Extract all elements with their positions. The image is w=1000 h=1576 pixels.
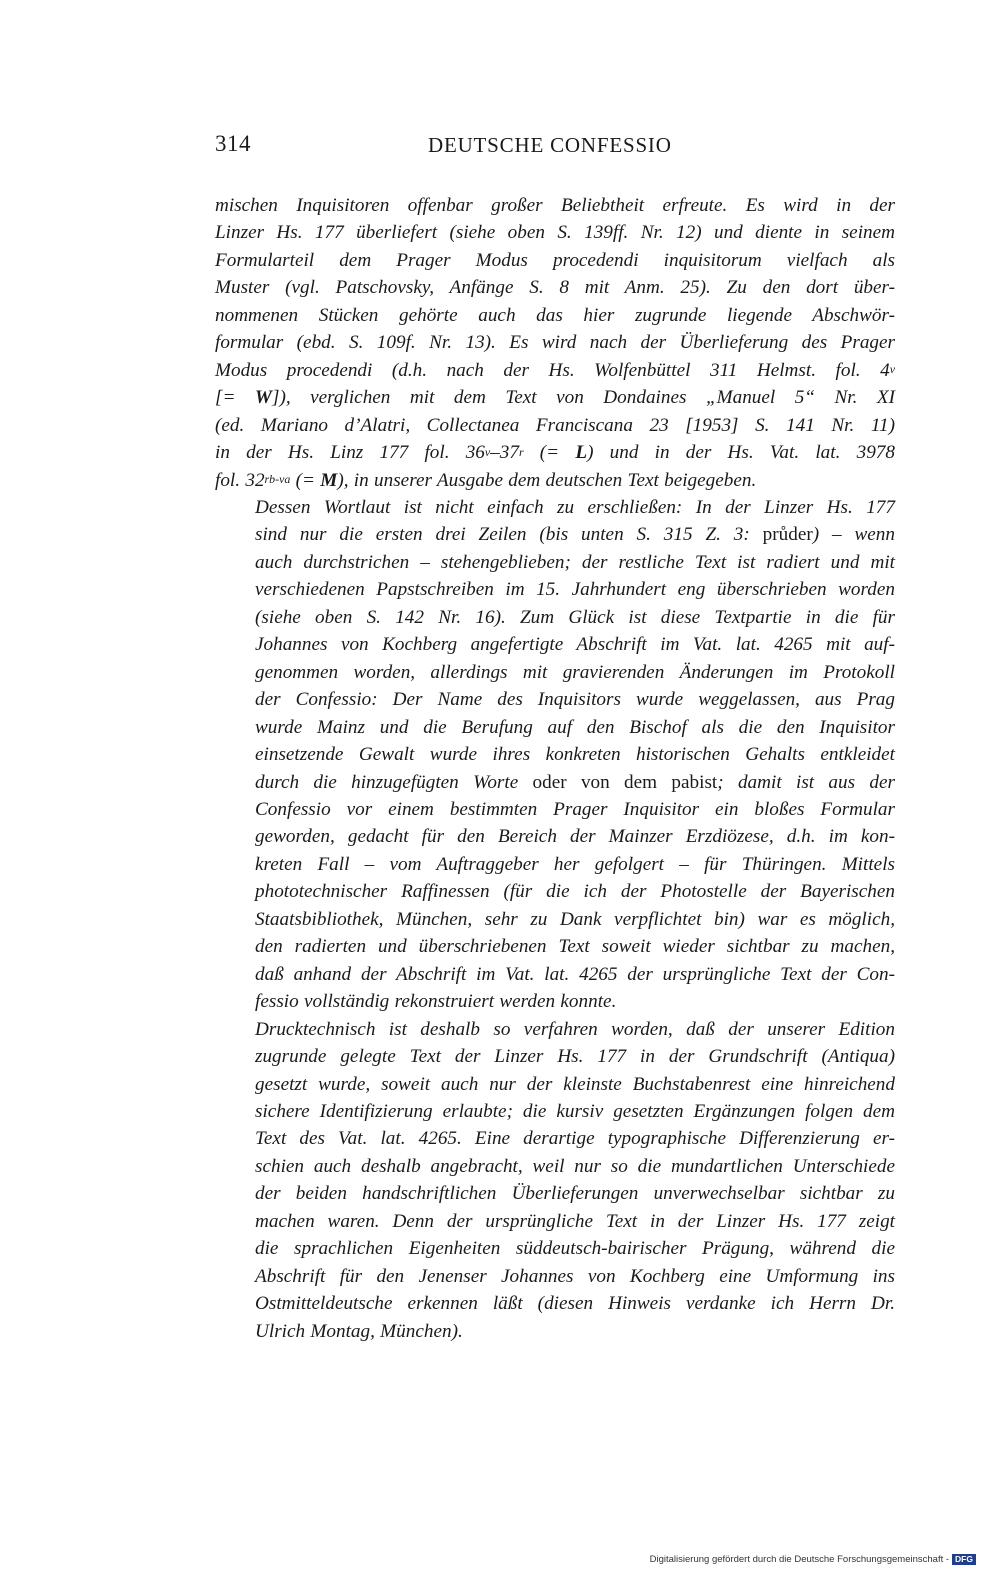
text-run: M bbox=[320, 469, 338, 491]
text-line bbox=[215, 1071, 895, 1098]
text-line bbox=[215, 467, 895, 494]
text-run: Muster (vgl. Patschovsky, Anfänge S. 8 mit Anm. 25). Zu den dort über- bbox=[215, 277, 895, 299]
text-line bbox=[215, 796, 895, 823]
text-run: geworden, gedacht für den Bereich der Mainzer Erzdiözese, d.h. im kon- bbox=[255, 826, 895, 848]
text-line bbox=[215, 412, 895, 439]
text-run: der beiden handschriftlichen Überlieferungen unverwechselbar sichtbar zu bbox=[255, 1183, 895, 1205]
text-line bbox=[215, 1180, 895, 1207]
text-run: Dessen Wortlaut ist nicht einfach zu erschließen: In der Linzer Hs. 177 bbox=[255, 496, 895, 518]
superscript: v bbox=[889, 362, 895, 377]
text-line bbox=[215, 933, 895, 960]
text-line bbox=[215, 357, 895, 384]
text-line bbox=[215, 1153, 895, 1180]
text-line bbox=[215, 631, 895, 658]
text-run: Formularteil dem Prager Modus procedendi inquisitorum vielfach als bbox=[215, 249, 895, 271]
text-run: ), in unserer Ausgabe dem deutschen Text beigegeben. bbox=[337, 469, 757, 491]
page-number: 314 bbox=[215, 131, 251, 156]
text-line bbox=[215, 769, 895, 796]
text-line bbox=[215, 1125, 895, 1152]
text-run: Text des Vat. lat. 4265. Eine derartige typographische Differenzierung er- bbox=[255, 1128, 895, 1150]
text-run: W bbox=[254, 387, 272, 409]
dfg-logo: DFG bbox=[952, 1554, 976, 1565]
text-run: fol. 32 bbox=[215, 469, 265, 491]
text-line bbox=[215, 384, 895, 411]
text-run: fessio vollständig rekonstruiert werden konnte. bbox=[255, 991, 617, 1013]
text-run: Linzer Hs. 177 überliefert (siehe oben S. 139ff. Nr. 12) und diente in seinem bbox=[215, 222, 895, 244]
text-run: (= bbox=[523, 442, 576, 464]
text-run: auch durchstrichen – stehengeblieben; der restliche Text ist radiert und mit bbox=[255, 551, 895, 573]
text-run: oder von dem pabist bbox=[532, 771, 718, 793]
text-run: Modus procedendi (d.h. nach der Hs. Wolfenbüttel 311 Helmst. fol. 4 bbox=[215, 359, 890, 381]
paragraph bbox=[215, 192, 895, 494]
text-run: Drucktechnisch ist deshalb so verfahren worden, daß der unserer Edition bbox=[255, 1018, 895, 1040]
text-run: Johannes von Kochberg angefertigte Abschrift im Vat. lat. 4265 mit auf- bbox=[255, 634, 895, 656]
text-run: ]), verglichen mit dem Text von Dondaines „Manuel 5“ Nr. XI bbox=[271, 387, 896, 409]
text-run: wurde Mainz und die Berufung auf den Bischof als die den Inquisitor bbox=[255, 716, 895, 738]
text-run: formular (ebd. S. 109f. Nr. 13). Es wird nach der Überlieferung des Prager bbox=[215, 332, 895, 354]
credit-text: Digitalisierung gefördert durch die Deutsche Forschungsgemeinschaft - bbox=[649, 1553, 950, 1565]
text-line bbox=[215, 274, 895, 301]
body-text bbox=[215, 192, 895, 1345]
text-run: mischen Inquisitoren offenbar großer Beliebtheit erfreute. Es wird in der bbox=[215, 195, 895, 216]
text-run: (= bbox=[290, 469, 321, 491]
text-run: phototechnischer Raffinessen (für die ich der Photostelle der Bayerischen bbox=[255, 881, 895, 903]
text-line bbox=[215, 823, 895, 850]
superscript: rb-va bbox=[264, 472, 291, 487]
text-run: –37 bbox=[490, 442, 519, 464]
text-run: Abschrift für den Jenenser Johannes von Kochberg eine Umformung ins bbox=[255, 1265, 895, 1287]
text-line bbox=[215, 302, 895, 329]
running-head: DEUTSCHE CONFESSIO bbox=[428, 133, 672, 157]
text-line bbox=[215, 1098, 895, 1125]
text-run: den radierten und überschriebenen Text soweit wieder sichtbar zu machen, bbox=[255, 936, 895, 958]
text-line bbox=[215, 988, 895, 1015]
text-run: L bbox=[575, 442, 588, 464]
text-line bbox=[215, 878, 895, 905]
text-line bbox=[215, 1235, 895, 1262]
text-run: der Confessio: Der Name des Inquisitors wurde weggelassen, aus Prag bbox=[255, 689, 895, 711]
page-header bbox=[215, 131, 895, 161]
text-line bbox=[215, 329, 895, 356]
text-line bbox=[215, 1263, 895, 1290]
text-run: (siehe oben S. 142 Nr. 16). Zum Glück ist diese Textpartie in die für bbox=[255, 606, 895, 628]
text-run: machen waren. Denn der ursprüngliche Text in der Linzer Hs. 177 zeigt bbox=[255, 1210, 895, 1232]
text-line bbox=[215, 1016, 895, 1043]
text-line bbox=[215, 686, 895, 713]
text-line bbox=[215, 906, 895, 933]
text-run: sichere Identifizierung erlaubte; die kursiv gesetzten Ergänzungen folgen dem bbox=[255, 1100, 895, 1122]
text-run: ; damit ist aus der bbox=[717, 771, 895, 793]
text-run: genommen worden, allerdings mit gravierenden Änderungen im Protokoll bbox=[255, 661, 895, 683]
text-run: einsetzende Gewalt wurde ihres konkreten historischen Gehalts entkleidet bbox=[255, 744, 895, 766]
text-run: nommenen Stücken gehörte auch das hier zugrunde liegende Abschwör- bbox=[215, 304, 895, 326]
superscript: r bbox=[518, 444, 524, 459]
text-line bbox=[215, 1043, 895, 1070]
text-run: (ed. Mariano d’Alatri, Collectanea Franciscana 23 [1953] S. 141 Nr. 11) bbox=[215, 414, 895, 436]
text-run: durch die hinzugefügten Worte bbox=[255, 771, 533, 793]
text-run: sind nur die ersten drei Zeilen (bis unten S. 315 Z. 3: bbox=[255, 524, 763, 546]
text-run: zugrunde gelegte Text der Linzer Hs. 177 in der Grundschrift (Antiqua) bbox=[255, 1046, 895, 1068]
text-line bbox=[215, 521, 895, 548]
text-run: die sprachlichen Eigenheiten süddeutsch-bairischer Prägung, während die bbox=[255, 1238, 895, 1260]
text-line bbox=[215, 1208, 895, 1235]
text-line bbox=[215, 576, 895, 603]
text-run: Ostmitteldeutsche erkennen läßt (diesen Hinweis verdanke ich Herrn Dr. bbox=[255, 1293, 895, 1315]
text-line bbox=[215, 192, 895, 219]
text-line bbox=[215, 961, 895, 988]
text-run: verschiedenen Papstschreiben im 15. Jahrhundert eng überschrieben worden bbox=[255, 579, 895, 601]
paragraph bbox=[215, 494, 895, 1016]
paragraph bbox=[215, 1016, 895, 1345]
text-line bbox=[215, 439, 895, 466]
text-line bbox=[215, 851, 895, 878]
text-run: ) – wenn bbox=[812, 524, 895, 546]
text-run: Confessio vor einem bestimmten Prager Inquisitor ein bloßes Formular bbox=[255, 798, 895, 820]
text-run: kreten Fall – vom Auftraggeber her gefolgert – für Thüringen. Mittels bbox=[255, 853, 895, 875]
text-run: průder bbox=[762, 524, 813, 546]
text-line bbox=[215, 741, 895, 768]
text-line bbox=[215, 659, 895, 686]
text-run: Ulrich Montag, München). bbox=[255, 1320, 463, 1342]
text-line bbox=[215, 1290, 895, 1317]
superscript: v bbox=[484, 444, 491, 459]
text-run: gesetzt wurde, soweit auch nur der kleinste Buchstabenrest eine hinreichend bbox=[255, 1073, 895, 1095]
text-run: [= bbox=[215, 387, 255, 409]
text-run: ) und in der Hs. Vat. lat. 3978 bbox=[587, 442, 895, 464]
text-line bbox=[215, 604, 895, 631]
digitization-credit bbox=[650, 1553, 976, 1565]
text-run: in der Hs. Linz 177 fol. 36 bbox=[215, 442, 485, 464]
text-line bbox=[215, 549, 895, 576]
text-line bbox=[215, 714, 895, 741]
text-line bbox=[215, 247, 895, 274]
text-line bbox=[215, 494, 895, 521]
text-run: schien auch deshalb angebracht, weil nur so die mundartlichen Unterschiede bbox=[255, 1155, 895, 1177]
text-run: daß anhand der Abschrift im Vat. lat. 4265 der ursprüngliche Text der Con- bbox=[255, 963, 895, 985]
text-run: Staatsbibliothek, München, sehr zu Dank verpflichtet bin) war es möglich, bbox=[255, 908, 895, 930]
text-line bbox=[215, 219, 895, 246]
text-line bbox=[215, 1318, 895, 1345]
